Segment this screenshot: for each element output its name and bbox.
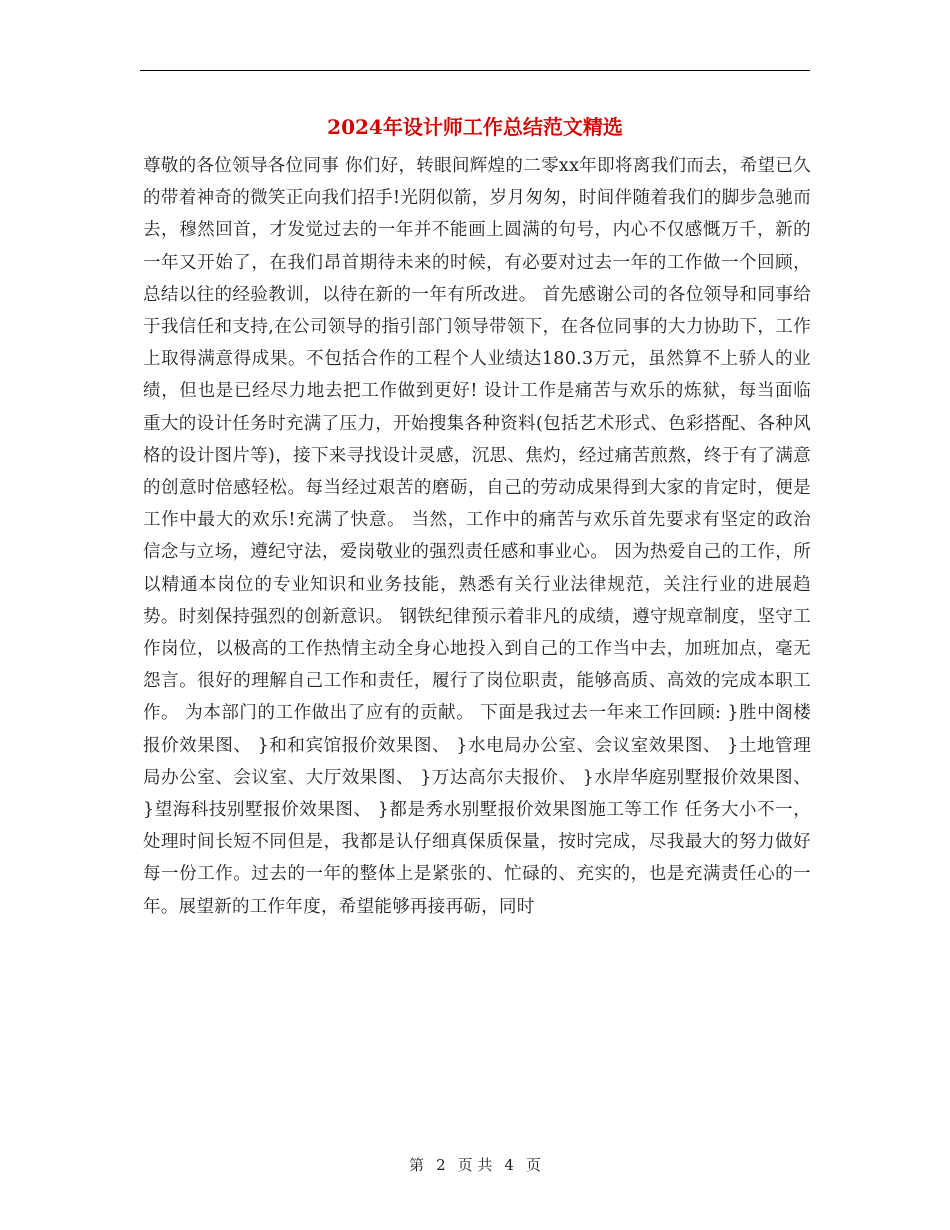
page-number: 2 bbox=[436, 1156, 446, 1174]
page-footer bbox=[0, 1155, 950, 1175]
page-prefix: 第 bbox=[409, 1156, 425, 1174]
page-total: 4 bbox=[504, 1156, 514, 1174]
document-body: 尊敬的各位领导各位同事 你们好，转眼间辉煌的二零xx年即将离我们而去，希望已久的带着神奇的微笑正向我们招手!光阴似箭，岁月匆匆，时间伴随着我们的脚步急驰而去，穆然回首，才发觉过去的一年并不能画上圆满的句号，内心不仅感慨万千，新的一年又开始了，在我们昂首期待未来的时候，有必要对过去一年的工作做一个回顾，总结以往的经验教训，以待在新的一年有所改进。 首先感谢公司的各位领导和同事给于我信任和支持,在公司领导的指引部门领导带领下，在各位同事的大力协助下，工作上取得满意得成果。不包括合作的工程个人业绩达180.3万元，虽然算不上骄人的业绩，但也是已经尽力地去把工作做到更好! 设计工作是痛苦与欢乐的炼狱，每当面临重大的设计任务时充满了压力，开始搜集各种资料(包括艺术形式、色彩搭配、各种风格的设计图片等)，接下来寻找设计灵感，沉思、焦灼，经过痛苦煎熬，终于有了满意的创意时倍感轻松。每当经过艰苦的磨砺，自己的劳动成果得到大家的肯定时，便是工作中最大的欢乐!充满了快意。 当然，工作中的痛苦与欢乐首先要求有坚定的政治信念与立场，遵纪守法，爱岗敬业的强烈责任感和事业心。 因为热爱自己的工作，所以精通本岗位的专业知识和业务技能，熟悉有关行业法律规范，关注行业的进展趋势。时刻保持强烈的创新意识。 钢铁纪律预示着非凡的成绩，遵守规章制度，坚守工作岗位，以极高的工作热情主动全身心地投入到自己的工作当中去，加班加点，毫无怨言。很好的理解自己工作和责任，履行了岗位职责，能够高质、高效的完成本职工作。 为本部门的工作做出了应有的贡献。 下面是我过去一年来工作回顾: }胜中阁楼报价效果图、 }和和宾馆报价效果图、 }水电局办公室、会议室效果图、 }土地管理局办公室、会议室、大厅效果图、 }万达高尔夫报价、 }水岸华庭别墅报价效果图、 }望海科技别墅报价效果图、 }都是秀水别墅报价效果图施工等工作 任务大小不一，处理时间长短不同但是，我都是认仔细真保质保量，按时完成，尽我最大的努力做好每一份工作。过去的一年的整体上是紧张的、忙碌的、充实的，也是充满责任心的一年。展望新的工作年度，希望能够再接再砺，同时 bbox=[143, 156, 811, 917]
page-suffix: 页 bbox=[525, 1156, 541, 1174]
document-title: 2024年设计师工作总结范文精选 bbox=[327, 115, 623, 139]
page-mid: 页 共 bbox=[457, 1156, 493, 1174]
header-rule bbox=[140, 70, 810, 71]
